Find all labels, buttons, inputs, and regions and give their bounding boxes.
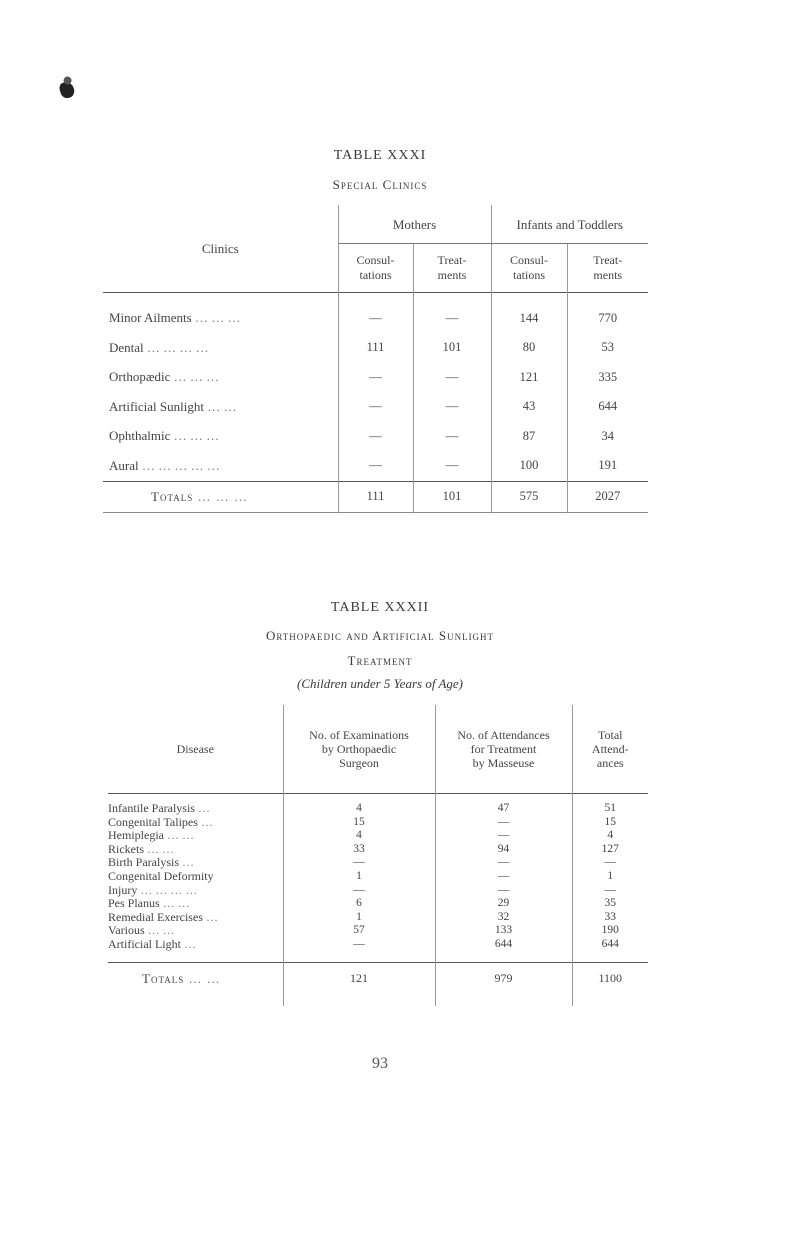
cell-att: — (435, 870, 572, 884)
cell-att: — (435, 884, 572, 898)
row-label: Infantile Paralysis … (108, 794, 283, 816)
table32-subtitle-2: Treatment (347, 653, 413, 668)
table-row (103, 293, 648, 334)
cell-exams: 4 (283, 794, 435, 816)
cell-total: 644 (601, 937, 619, 950)
table32-totals-row (108, 962, 648, 1006)
cell-att: 94 (435, 843, 572, 857)
table-row (103, 333, 648, 363)
table31 (103, 205, 648, 513)
total-attendances: 979 (435, 962, 572, 1006)
cell-i_treat: 335 (598, 369, 618, 384)
cell-att: — (435, 829, 572, 843)
cell-total: 15 (604, 815, 616, 828)
row-label: Congenital Talipes … (108, 816, 283, 830)
col-infants-consultations: Consul- tations (491, 244, 567, 293)
cell-total: 1 (607, 869, 614, 882)
cell-i_cons: 80 (491, 333, 567, 363)
table-row (108, 884, 648, 898)
cell-i_treat: 34 (601, 428, 614, 443)
cell-total: 35 (604, 897, 616, 910)
row-label: Birth Paralysis … (108, 856, 283, 870)
cell-exams: — (283, 938, 435, 962)
table-row (108, 816, 648, 830)
cell-exams: — (283, 884, 435, 898)
cell-att: 29 (435, 897, 572, 911)
table-row (103, 451, 648, 481)
total-mothers-consultations: 111 (338, 481, 413, 512)
cell-i_cons: 43 (491, 392, 567, 422)
table-row (108, 829, 648, 843)
table-row (108, 938, 648, 962)
row-label: Hemiplegia … … (108, 829, 283, 843)
col-total-attendances: Total Attend- ances (591, 728, 629, 770)
cell-i_cons: 144 (491, 293, 567, 334)
col-infants: Infants and Toddlers (491, 205, 648, 244)
col-disease: Disease (108, 705, 283, 794)
col-attendances: No. of Attendances for Treatment by Masseuse (435, 705, 572, 794)
cell-total: — (604, 883, 616, 896)
cell-m_cons: — (338, 363, 413, 393)
col-infants-treatments: Treat- ments (593, 253, 623, 282)
totals-label: Totals … … … (103, 481, 338, 512)
total-total-attendances: 1100 (572, 962, 648, 1006)
table32-title: TABLE XXXII (330, 600, 430, 615)
totals-label: Totals … … (108, 962, 283, 1006)
page-number: 93 (372, 1055, 388, 1072)
cell-m_treat: — (413, 363, 491, 393)
cell-m_cons: 111 (338, 333, 413, 363)
table-row (108, 794, 648, 816)
table-row (103, 422, 648, 452)
row-label: Minor Ailments … … … (103, 293, 338, 334)
row-label: Pes Planus … … (108, 897, 283, 911)
cell-exams: 4 (283, 829, 435, 843)
cell-exams: 57 (283, 924, 435, 938)
cell-m_cons: — (338, 422, 413, 452)
cell-i_cons: 121 (491, 363, 567, 393)
table31-subtitle: Special Clinics (332, 177, 428, 192)
col-clinics: Clinics (103, 205, 338, 293)
row-label: Various … … (108, 924, 283, 938)
table-row (108, 870, 648, 884)
cell-m_treat: 101 (413, 333, 491, 363)
row-label: Remedial Exercises … (108, 911, 283, 925)
table32-note: (Children under 5 Years of Age) (297, 676, 463, 691)
table-row (108, 856, 648, 870)
row-label: Aural … … … … … (103, 451, 338, 481)
cell-att: 133 (435, 924, 572, 938)
col-mothers-consultations: Consul- tations (338, 244, 413, 293)
cell-m_cons: — (338, 293, 413, 334)
cell-total: 33 (604, 910, 616, 923)
row-label: Injury … … … … (108, 884, 283, 898)
table-row (103, 392, 648, 422)
cell-total: 4 (607, 829, 614, 842)
cell-i_cons: 100 (491, 451, 567, 481)
row-label: Artificial Sunlight … … (103, 392, 338, 422)
cell-i_cons: 87 (491, 422, 567, 452)
cell-total: — (604, 856, 616, 869)
cell-total: 127 (601, 842, 619, 855)
cell-exams: 1 (283, 870, 435, 884)
cell-att: — (435, 816, 572, 830)
cell-m_treat: — (413, 293, 491, 334)
table32-subtitle: Orthopaedic and Artificial Sunlight (265, 628, 495, 643)
total-mothers-treatments: 101 (413, 481, 491, 512)
cell-m_treat: — (413, 392, 491, 422)
cell-m_cons: — (338, 392, 413, 422)
table32 (108, 705, 648, 1006)
total-examinations: 121 (283, 962, 435, 1006)
cell-total: 51 (604, 802, 616, 814)
table-row (108, 843, 648, 857)
table-row (103, 363, 648, 393)
table-row (108, 911, 648, 925)
cell-att: 644 (435, 938, 572, 962)
cell-exams: — (283, 856, 435, 870)
cell-m_cons: — (338, 451, 413, 481)
cell-i_treat: 770 (598, 310, 618, 325)
col-mothers-treatments: Treat- ments (413, 244, 491, 293)
cell-total: 190 (601, 924, 619, 937)
table-row (108, 897, 648, 911)
col-mothers: Mothers (338, 205, 491, 244)
cell-exams: 33 (283, 843, 435, 857)
cell-att: — (435, 856, 572, 870)
cell-exams: 6 (283, 897, 435, 911)
col-examinations: No. of Examinations by Orthopaedic Surgeon (283, 705, 435, 794)
cell-exams: 15 (283, 816, 435, 830)
table31-totals-row (103, 481, 648, 512)
table31-title: TABLE XXXI (333, 148, 427, 163)
cell-m_treat: — (413, 451, 491, 481)
cell-i_treat: 53 (601, 340, 614, 355)
ink-blot (58, 80, 76, 99)
row-label: Rickets … … (108, 843, 283, 857)
row-label: Ophthalmic … … … (103, 422, 338, 452)
cell-att: 32 (435, 911, 572, 925)
cell-att: 47 (435, 794, 572, 816)
row-label: Artificial Light … (108, 938, 283, 962)
row-label: Orthopædic … … … (103, 363, 338, 393)
row-label: Dental … … … … (103, 333, 338, 363)
table-row (108, 924, 648, 938)
cell-m_treat: — (413, 422, 491, 452)
total-infants-consultations: 575 (491, 481, 567, 512)
row-label: Congenital Deformity (108, 870, 283, 884)
total-infants-treatments: 2027 (567, 481, 648, 512)
cell-exams: 1 (283, 911, 435, 925)
cell-i_treat: 644 (598, 399, 618, 414)
cell-i_treat: 191 (598, 458, 618, 473)
